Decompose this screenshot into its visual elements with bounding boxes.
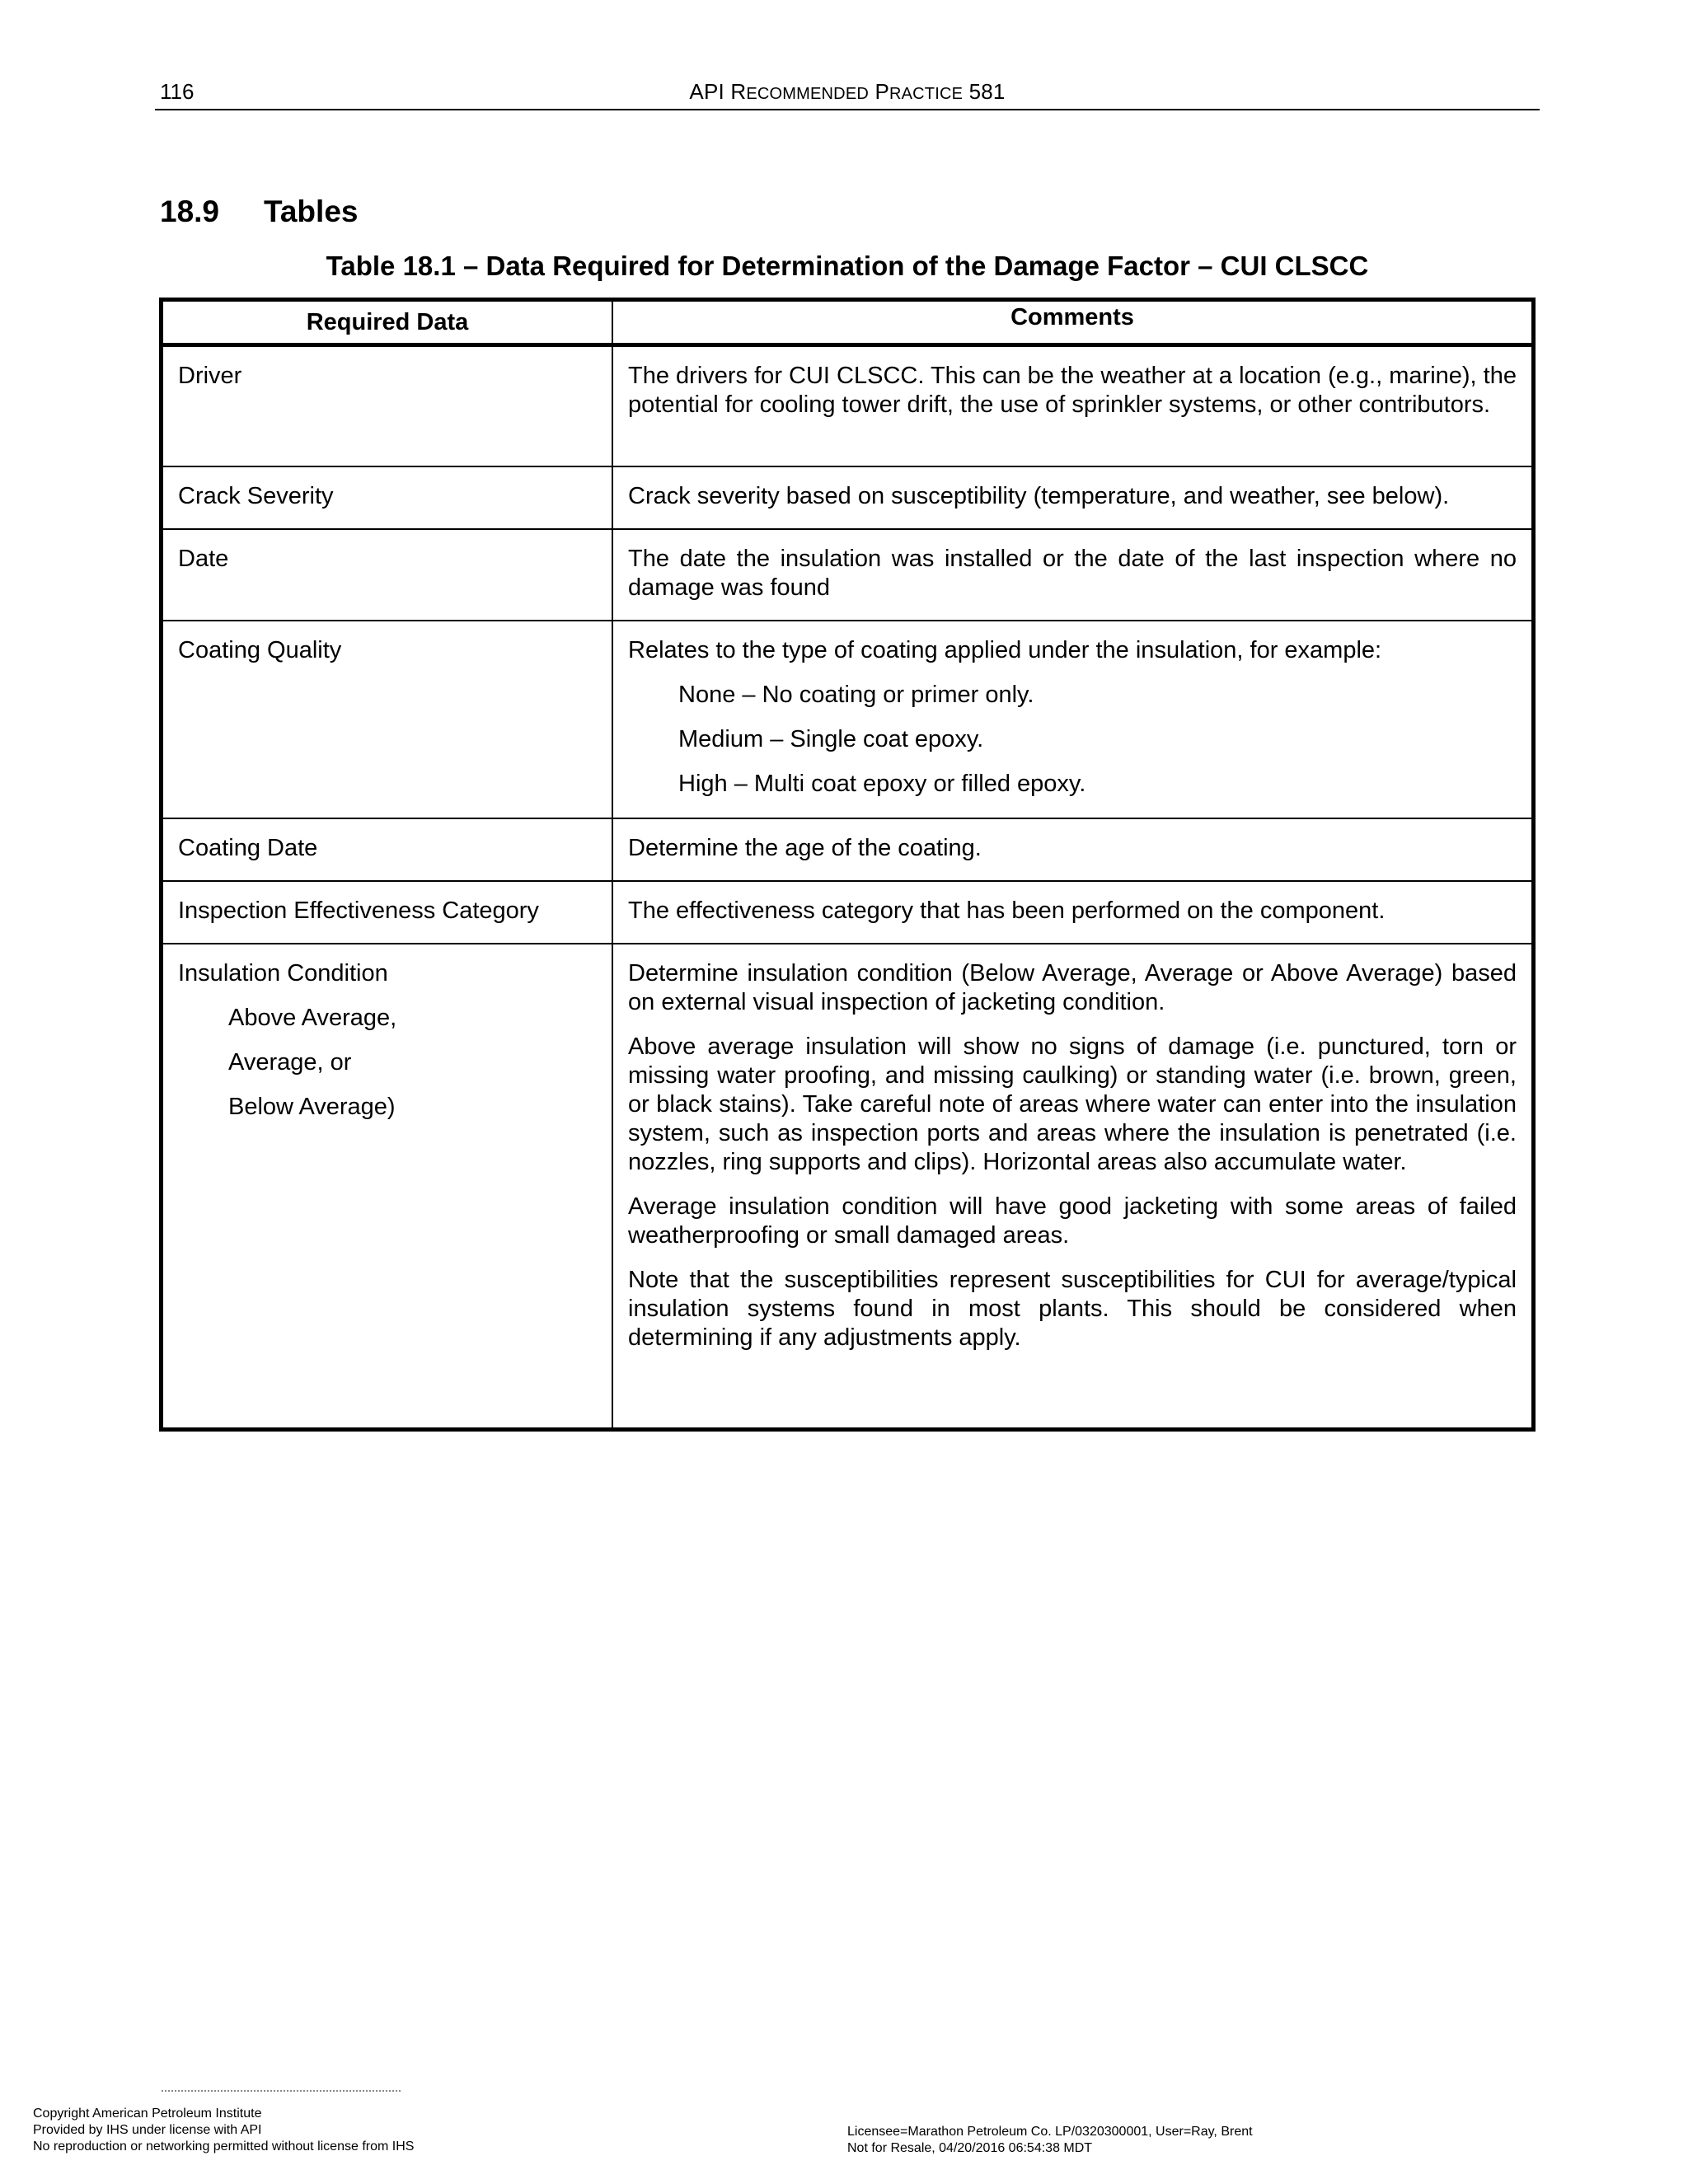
comment-cell: The date the insulation was installed or the date of the last inspection where no damage was found [612, 529, 1534, 621]
comment-paragraph: Above average insulation will show no signs of damage (i.e. punctured, torn or missing water proofing, and missing caulking) or standing water (i.e. brown, green, or black stains). Take careful note of areas where water can enter into the insulation system, such as inspection ports and areas where the insulation is penetrated (i.e. nozzles, ring supports and clips). Horizontal areas also accumulate water. [628, 1033, 1517, 1175]
table-row [162, 466, 1534, 529]
header-comments: Comments [612, 300, 1534, 345]
comment-paragraph: Note that the susceptibilities represent susceptibilities for CUI for average/typical insulation systems found in most plants. This should be considered when determining if any adjustments apply. [628, 1266, 1517, 1351]
table-row [162, 818, 1534, 881]
condition-option: Below Average) [228, 1093, 396, 1120]
comment-cell: Crack severity based on susceptibility (temperature, and weather, see below). [612, 466, 1534, 529]
table-caption: Table 18.1 – Data Required for Determination of the Damage Factor – CUI CLSCC [326, 251, 1369, 281]
comment-cell [612, 621, 1534, 818]
table-header-row [162, 300, 1534, 345]
required-cell: Coating Quality [162, 621, 613, 818]
comment-paragraph: Determine insulation condition (Below Average, Average or Above Average) based on external visual inspection of jacketing condition. [628, 959, 1517, 1015]
coating-option: None – No coating or primer only. [678, 681, 1034, 708]
table-row [162, 881, 1534, 944]
page-number: 116 [160, 79, 195, 104]
required-cell: Inspection Effectiveness Category [162, 881, 613, 944]
section-number: 18.9 [160, 194, 220, 228]
header-required-data: Required Data [162, 300, 613, 345]
comment-cell: Determine the age of the coating. [612, 818, 1534, 881]
required-cell [162, 944, 613, 1430]
required-label: Insulation Condition [178, 959, 388, 987]
table-row [162, 944, 1534, 1430]
condition-option: Average, or [228, 1048, 352, 1076]
required-cell: Date [162, 529, 613, 621]
required-cell: Driver [162, 345, 613, 466]
table-row [162, 529, 1534, 621]
coating-option: High – Multi coat epoxy or filled epoxy. [678, 770, 1086, 797]
footer-copyright: Copyright American Petroleum Institute Provided by IHS under license with API No reproduction or networking permitted without license from IHS [33, 2107, 415, 2154]
running-title: API RECOMMENDED PRACTICE 581 [689, 79, 1006, 104]
section-title: Tables [264, 194, 359, 228]
required-cell: Crack Severity [162, 466, 613, 529]
footer-divider [162, 2090, 401, 2095]
footer-license: Licensee=Marathon Petroleum Co. LP/0320300001, User=Ray, Brent Not for Resale, 04/20/2016 06:54:38 MDT [847, 2125, 1253, 2155]
coating-option: Medium – Single coat epoxy. [678, 725, 984, 752]
page-header [155, 79, 1540, 110]
comment-cell: The effectiveness category that has been performed on the component. [612, 881, 1534, 944]
required-cell: Coating Date [162, 818, 613, 881]
section-heading [160, 194, 358, 229]
data-required-table [159, 298, 1536, 1432]
condition-option: Above Average, [228, 1004, 397, 1031]
comment-cell: The drivers for CUI CLSCC. This can be the weather at a location (e.g., marine), the potential for cooling tower drift, the use of sprinkler systems, or other contributors. [612, 345, 1534, 466]
table-row [162, 345, 1534, 466]
comment-cell [612, 944, 1534, 1430]
table-row [162, 621, 1534, 818]
comment-text: Relates to the type of coating applied under the insulation, for example: [628, 636, 1382, 663]
comment-paragraph: Average insulation condition will have good jacketing with some areas of failed weatherproofing or small damaged areas. [628, 1193, 1517, 1249]
